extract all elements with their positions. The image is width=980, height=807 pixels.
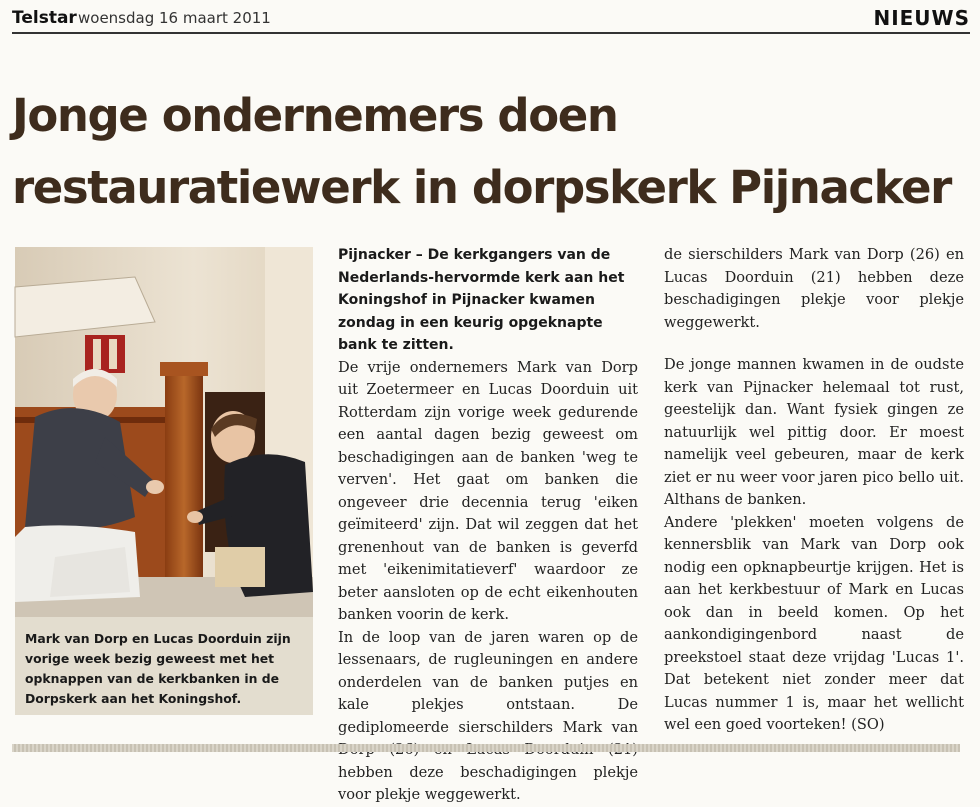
article-lead: Pijnacker – De kerkgangers van de Nederlands-hervormde kerk aan het Koningshof in Pijnacker kwamen zondag in een keurig opgeknapte bank te zitten. [338, 247, 625, 353]
photo-caption: Mark van Dorp en Lucas Doorduin zijn vorige week bezig geweest met het opknappen van de kerkbanken in de Dorpskerk aan het Koningshof. [15, 617, 313, 715]
page-bottom-rule [12, 744, 960, 752]
headline-line-1: Jonge ondernemers doen [12, 89, 618, 142]
article-paragraph-4: Andere 'plekken' moeten volgens de kennersblik van Mark van Dorp ook nodig een opknapbeurtje krijgen. Het is aan het kerkbestuur of Mark en Lucas ook dan in beeld komen. Op het aankondigingenbord naast de preekstoel staat deze vrijdag 'Lucas 1'. Dat betekent niet zonder meer dat Lucas nummer 1 is, maar het wellicht wel een goed voorteken! (SO) [664, 513, 964, 733]
newspaper-name: Telstar [12, 8, 77, 28]
article-column-2 [664, 244, 964, 737]
article-column-1 [338, 244, 638, 803]
article-paragraph-1: De vrije ondernemers Mark van Dorp uit Zoetermeer en Lucas Doorduin uit Rotterdam zijn vorige week gedurende een aantal dagen bezig geweest om beschadigingen aan de banken 'weg te verven'. Het gaat om banken die ongeveer drie decennia terug 'eiken geïmiteerd' zijn. Dat wil zeggen dat het grenenhout van de banken is geverfd met 'eikenimitatieverf' waardoor ze beter aansloten op de echt eikenhouten banken voorin de kerk. [338, 358, 638, 623]
photo-illustration [15, 247, 313, 617]
headline-line-2: restauratiewerk in dorpskerk Pijnacker [12, 161, 951, 214]
article-paragraph-2-continued: de sierschilders Mark van Dorp (26) en Lucas Doorduin (21) hebben deze beschadigingen plekje voor plekje weggewerkt. [664, 246, 964, 331]
masthead [12, 4, 970, 34]
article-photo [15, 247, 313, 617]
section-label: NIEUWS [873, 6, 970, 30]
article-headline [12, 80, 972, 224]
article-paragraph-3: De jonge mannen kwamen in de oudste kerk van Pijnacker helemaal tot rust, geestelijk dan. Want fysiek gingen ze natuurlijk wel pittig door. Er moest namelijk veel gebeuren, maar de kerk ziet er nu weer voor jaren pico bello uit. Althans de banken. [664, 356, 964, 508]
article-paragraph-2: In de loop van de jaren waren op de lessenaars, de rugleuningen en andere onderdelen van de banken putjes en kale plekjes ontstaan. De gediplomeerde sierschilders Mark van hebben deze beschadigingen plekje voor plekje weggewerkt. [338, 628, 638, 803]
publication-date: woensdag 16 maart 2011 [78, 9, 271, 27]
